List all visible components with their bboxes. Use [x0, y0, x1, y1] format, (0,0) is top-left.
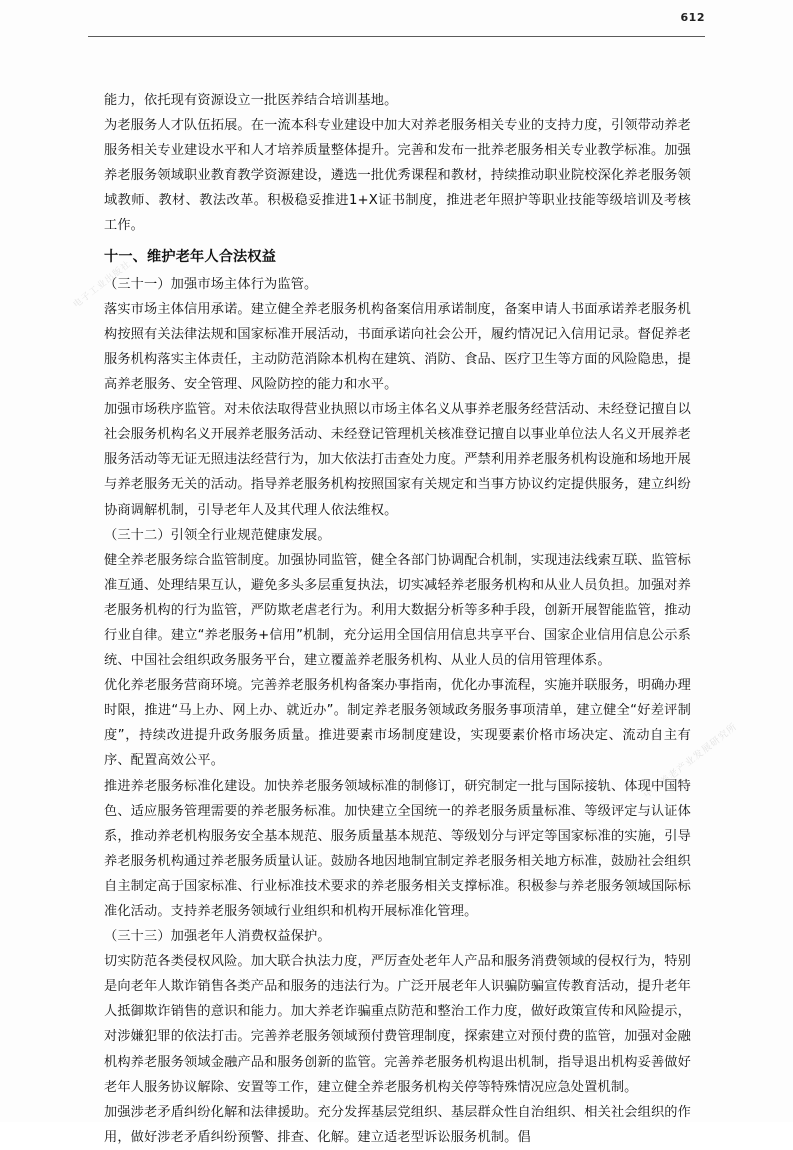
body-paragraph: （三十一）加强市场主体行为监管。 [104, 276, 318, 292]
document-body [104, 88, 691, 1150]
body-paragraph: 加强市场秩序监管。对未依法取得营业执照以市场主体名义从事养老服务经营活动、未经登记擅自以社会服务机构名义开展养老服务活动、未经登记管理机关核准登记擅自以事业单位法人名义开展养老服务活动等无证无照违法经营行为，加大依法打击查处力度。严禁利用养老服务机构设施和场地开展与养老服务无关的活动。指导养老服务机构按照国家有关规定和当事方协议约定提供服务，建立纠纷协商调解机制，引导老年人及其代理人依法维权。 [104, 402, 691, 518]
body-paragraph: 为老服务人才队伍拓展。在一流本科专业建设中加大对养老服务相关专业的支持力度，引领带动养老服务相关专业建设水平和人才培养质量整体提升。完善和发布一批养老服务相关专业教学标准。加强养老服务领域职业教育教学资源建设，遴选一批优秀课程和教材，持续推动职业院校深化养老服务领域教师、教材、教法改革。积极稳妥推进1+X证书制度，推进老年照护等职业技能等级培训及考核工作。 [104, 118, 691, 234]
header-divider [88, 36, 705, 37]
body-paragraph: 能力，依托现有资源设立一批医养结合培训基地。 [104, 93, 398, 108]
page-number: 612 [680, 11, 705, 24]
body-paragraph: （三十三）加强老年人消费权益保护。 [104, 929, 331, 945]
body-paragraph: 加强涉老矛盾纠纷化解和法律援助。充分发挥基层党组织、基层群众性自治组织、相关社会组织的作用，做好涉老矛盾纠纷预警、排查、化解。建立适老型诉讼服务机制。倡 [104, 1104, 691, 1145]
watermark-left: 电子工业出版社 [71, 259, 134, 311]
watermark-right: 中国养老产业发展研究所 [641, 721, 740, 802]
section-heading: 十一、维护老年人合法权益 [104, 248, 277, 265]
body-paragraph: 切实防范各类侵权风险。加大联合执法力度，严厉查处老年人产品和服务消费领域的侵权行为，特别是向老年人欺诈销售各类产品和服务的违法行为。广泛开展老年人识骗防骗宣传教育活动，提升老年人抵御欺诈销售的意识和能力。加大养老诈骗重点防范和整治工作力度，做好政策宣传和风险提示，对涉嫌犯罪的依法打击。完善养老服务领域预付费管理制度，探索建立对预付费的监管，加强对金融机构养老服务领域金融产品和服务创新的监管。完善养老服务机构退出机制，指导退出机构妥善做好老年人服务协议解除、安置等工作，建立健全养老服务机构关停等特殊情况应急处置机制。 [104, 954, 691, 1095]
body-paragraph: 优化养老服务营商环境。完善养老服务机构备案办事指南，优化办事流程，实施并联服务，明确办理时限，推进“马上办、网上办、就近办”。制定养老服务领域政务服务事项清单，建立健全“好差评制度”，持续改进提升政务服务质量。推进要素市场制度建设，实现要素价格市场决定、流动自主有序、配置高效公平。 [104, 678, 691, 769]
body-paragraph: （三十二）引领全行业规范健康发展。 [104, 527, 331, 543]
body-paragraph: 推进养老服务标准化建设。加快养老服务领域标准的制修订，研究制定一批与国际接轨、体现中国特色、适应服务管理需要的养老服务标准。加快建立全国统一的养老服务质量标准、等级评定与认证体系，推动养老机构服务安全基本规范、服务质量基本规范、等级划分与评定等国家标准的实施，引导养老服务机构通过养老服务质量认证。鼓励各地因地制宜制定养老服务相关地方标准，鼓励社会组织自主制定高于国家标准、行业标准技术要求的养老服务相关支撑标准。积极参与养老服务领域国际标准化活动。支持养老服务领域行业组织和机构开展标准化管理。 [104, 778, 691, 919]
body-paragraph: 健全养老服务综合监管制度。加强协同监管，健全各部门协调配合机制，实现违法线索互联、监管标准互通、处理结果互认，避免多头多层重复执法，切实减轻养老服务机构和从业人员负担。加强对养老服务机构的行为监管，严防欺老虐老行为。利用大数据分析等多种手段，创新开展智能监管，推动行业自律。建立“养老服务+信用”机制，充分运用全国信用信息共享平台、国家企业信用信息公示系统、中国社会组织政务服务平台，建立覆盖养老服务机构、从业人员的信用管理体系。 [104, 552, 691, 669]
body-paragraph: 落实市场主体信用承诺。建立健全养老服务机构备案信用承诺制度，备案申请人书面承诺养老服务机构按照有关法律法规和国家标准开展活动，书面承诺向社会公开，履约情况记入信用记录。督促养老服务机构落实主体责任，主动防范消除本机构在建筑、消防、食品、医疗卫生等方面的风险隐患，提高养老服务、安全管理、风险防控的能力和水平。 [104, 301, 691, 393]
